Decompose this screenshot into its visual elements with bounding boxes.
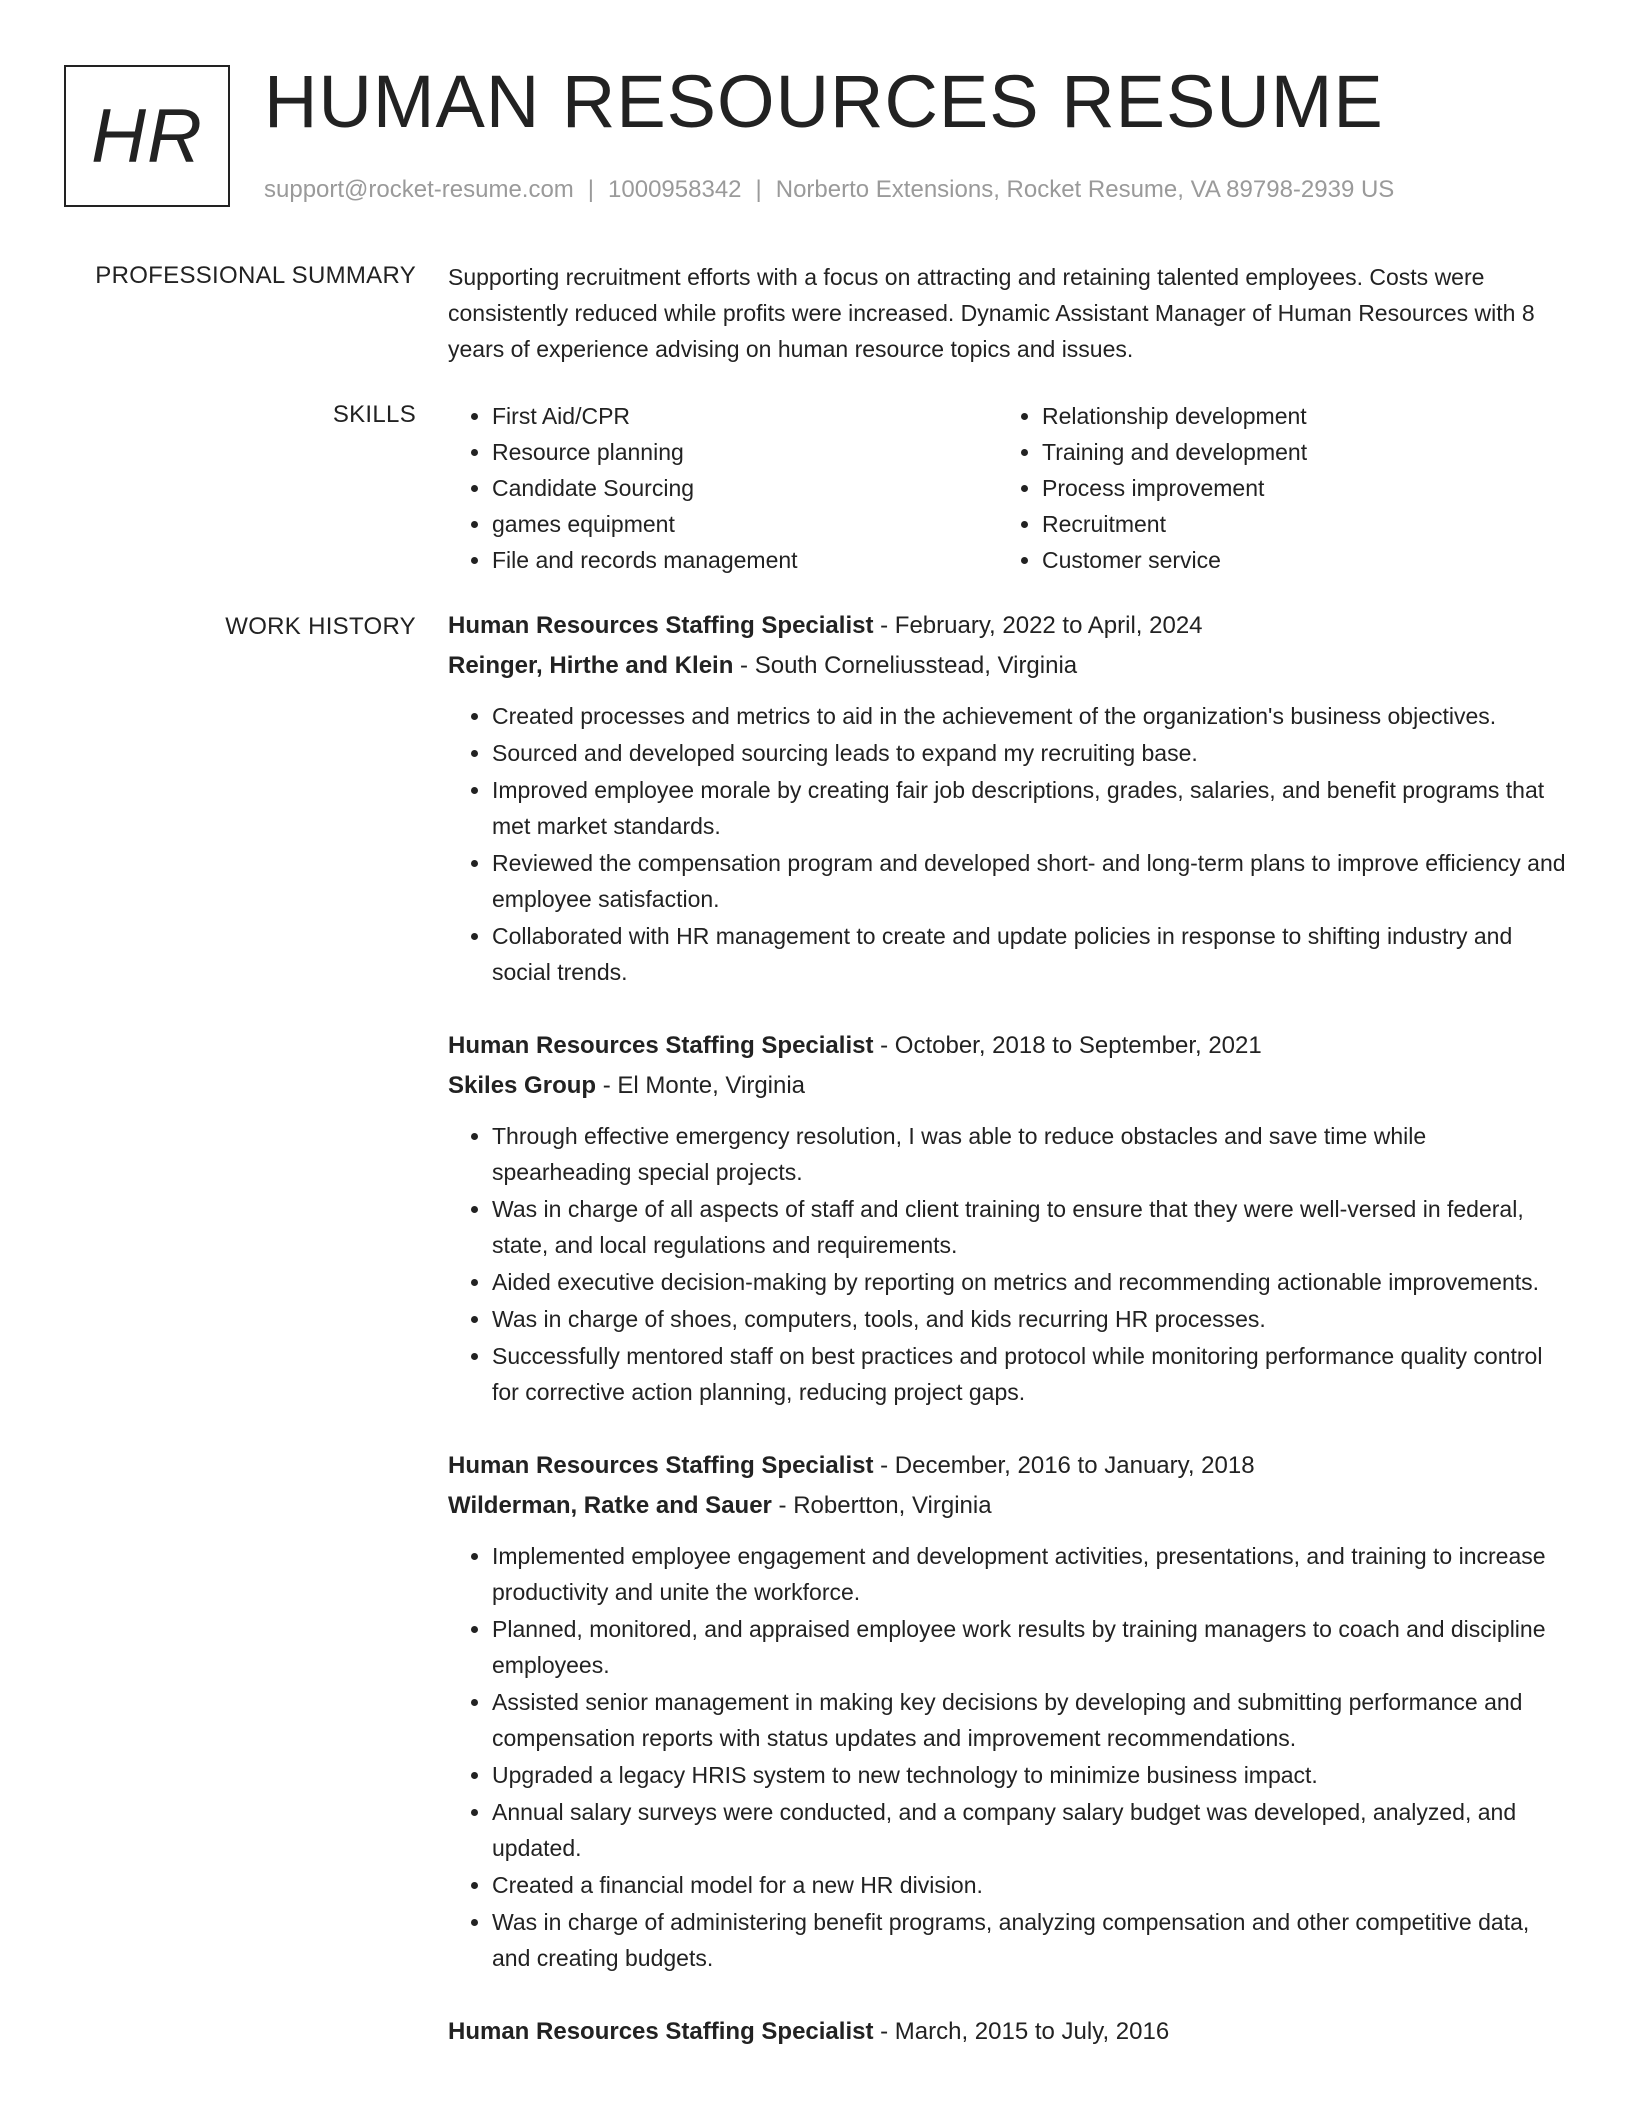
job-bullets <box>448 1538 1568 1976</box>
job-company: Wilderman, Ratke and Sauer <box>448 1492 772 1519</box>
contact-email: support@rocket-resume.com <box>264 176 574 203</box>
skills-body <box>448 398 1568 578</box>
job-location: - El Monte, Virginia <box>596 1072 806 1099</box>
contact-address: Norberto Extensions, Rocket Resume, VA 89798-2939 US <box>775 176 1395 203</box>
job-entry <box>448 1446 1568 1976</box>
summary-body <box>448 259 1568 367</box>
job-location: - Robertton, Virginia <box>771 1492 992 1519</box>
job-bullet: • Planned, monitored, and appraised employee work results by training managers to coach and discipline employees. <box>492 1611 1568 1683</box>
skill-item: • Resource planning <box>492 434 998 470</box>
job-company: Skiles Group <box>448 1072 597 1099</box>
job-company-line <box>448 1066 1568 1106</box>
job-title-line <box>448 606 1568 646</box>
job-bullet: • Assisted senior management in making key decisions by developing and submitting performance and compensation reports with status updates and improvement recommendations. <box>492 1684 1568 1756</box>
summary-label: PROFESSIONAL SUMMARY <box>95 262 416 289</box>
page-title: HUMAN RESOURCES RESUME <box>264 60 1384 143</box>
job-company-line <box>448 1486 1568 1526</box>
job-entry <box>448 606 1568 990</box>
contact-separator: | <box>755 176 762 203</box>
job-title: Human Resources Staffing Specialist <box>448 612 874 639</box>
summary-text: Supporting recruitment efforts with a focus on attracting and retaining talented employees. Costs were consistently reduced while profits were increased. Dynamic Assistant Manager of Human Resources with 8 years of experience advising on human resource topics and issues. <box>448 264 1535 362</box>
job-dates: - December, 2016 to January, 2018 <box>873 1452 1255 1479</box>
job-bullet: • Successfully mentored staff on best practices and protocol while monitoring performance quality control for corrective action planning, reducing project gaps. <box>492 1338 1568 1410</box>
skill-item: • First Aid/CPR <box>492 398 998 434</box>
job-bullet: • Annual salary surveys were conducted, and a company salary budget was developed, analyzed, and updated. <box>492 1794 1568 1866</box>
job-bullet: • Was in charge of shoes, computers, tools, and kids recurring HR processes. <box>492 1301 1568 1337</box>
job-bullet: • Created a financial model for a new HR division. <box>492 1867 1568 1903</box>
job-bullet: • Sourced and developed sourcing leads to expand my recruiting base. <box>492 735 1568 771</box>
skill-item: • Candidate Sourcing <box>492 470 998 506</box>
skill-item: • Recruitment <box>1042 506 1548 542</box>
skill-item: • Training and development <box>1042 434 1548 470</box>
job-title-line <box>448 1446 1568 1486</box>
skills-label: SKILLS <box>332 401 416 428</box>
job-entry <box>448 2012 1568 2052</box>
job-title: Human Resources Staffing Specialist <box>448 2018 874 2045</box>
job-bullet: • Upgraded a legacy HRIS system to new technology to minimize business impact. <box>492 1757 1568 1793</box>
contact-phone: 1000958342 <box>608 176 742 203</box>
job-company-line <box>448 646 1568 686</box>
job-bullet: • Through effective emergency resolution, I was able to reduce obstacles and save time while spearheading special projects. <box>492 1118 1568 1190</box>
job-title: Human Resources Staffing Specialist <box>448 1032 874 1059</box>
job-bullet: • Improved employee morale by creating fair job descriptions, grades, salaries, and benefit programs that met market standards. <box>492 772 1568 844</box>
work-history-label: WORK HISTORY <box>225 613 416 640</box>
skill-item: • File and records management <box>492 542 998 578</box>
job-bullet: • Aided executive decision-making by reporting on metrics and recommending actionable improvements. <box>492 1264 1568 1300</box>
job-bullet: • Was in charge of all aspects of staff and client training to ensure that they were well-versed in federal, state, and local regulations and requirements. <box>492 1191 1568 1263</box>
skill-item: • Process improvement <box>1042 470 1548 506</box>
monogram-text: HR <box>91 93 203 179</box>
job-bullet: • Created processes and metrics to aid in the achievement of the organization's business objectives. <box>492 698 1568 734</box>
job-bullets <box>448 698 1568 990</box>
job-title-line <box>448 2012 1568 2052</box>
monogram-logo <box>64 65 230 207</box>
skill-item: • Relationship development <box>1042 398 1548 434</box>
job-dates: - March, 2015 to July, 2016 <box>873 2018 1170 2045</box>
contact-line <box>264 174 1394 206</box>
contact-separator: | <box>587 176 595 203</box>
job-dates: - February, 2022 to April, 2024 <box>873 612 1203 639</box>
job-bullets <box>448 1118 1568 1410</box>
job-company: Reinger, Hirthe and Klein <box>448 652 734 679</box>
job-bullet: • Was in charge of administering benefit programs, analyzing compensation and other competitive data, and creating budgets. <box>492 1904 1568 1976</box>
skills-list-left <box>448 398 998 578</box>
job-bullet: • Reviewed the compensation program and developed short- and long-term plans to improve efficiency and employee satisfaction. <box>492 845 1568 917</box>
skill-item: • Customer service <box>1042 542 1548 578</box>
job-title: Human Resources Staffing Specialist <box>448 1452 874 1479</box>
job-title-line <box>448 1026 1568 1066</box>
job-dates: - October, 2018 to September, 2021 <box>873 1032 1262 1059</box>
work-history-body <box>448 606 1568 2088</box>
job-bullet: • Collaborated with HR management to create and update policies in response to shifting industry and social trends. <box>492 918 1568 990</box>
skills-list-right <box>998 398 1548 578</box>
job-location: - South Corneliusstead, Virginia <box>733 652 1078 679</box>
job-entry <box>448 1026 1568 1410</box>
job-bullet: • Implemented employee engagement and development activities, presentations, and training to increase productivity and unite the workforce. <box>492 1538 1568 1610</box>
skill-item: • games equipment <box>492 506 998 542</box>
